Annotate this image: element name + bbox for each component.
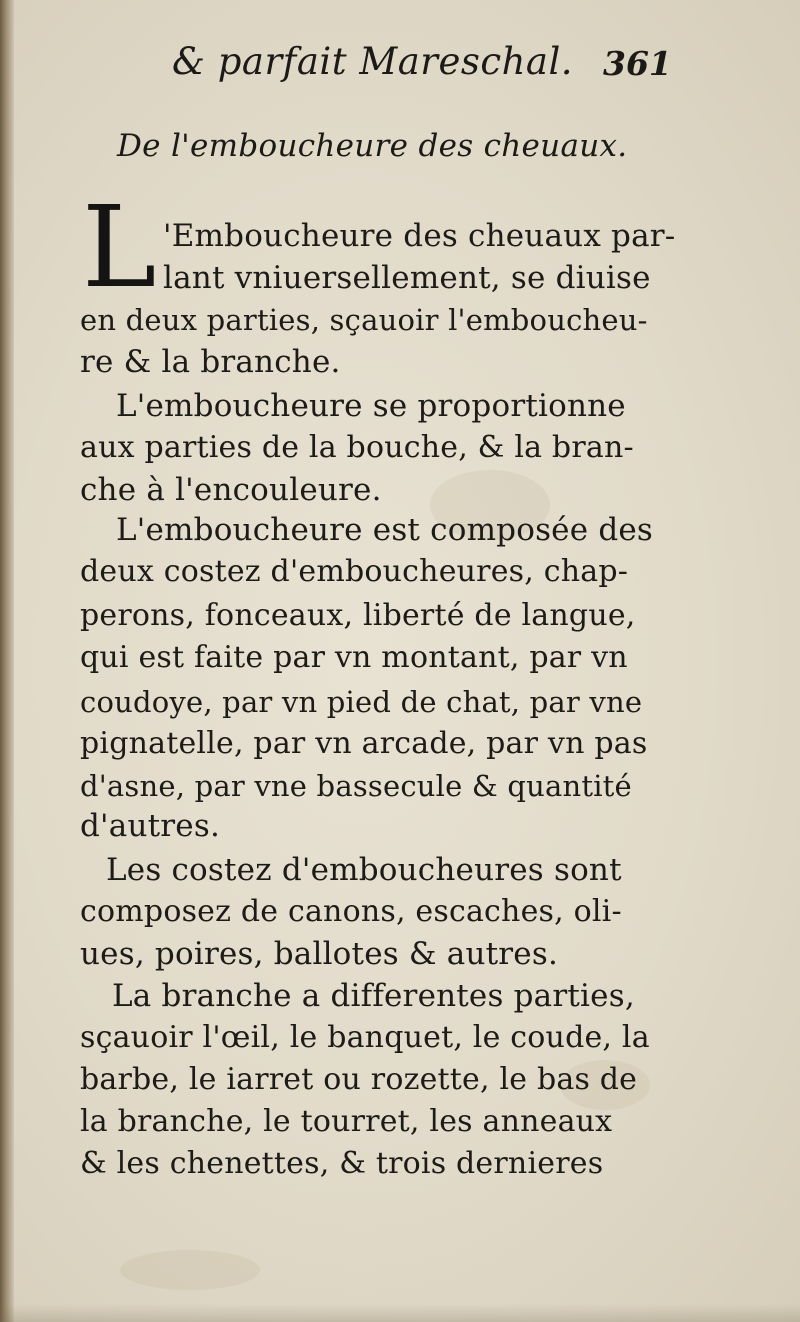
text-line: & les chenettes, & trois dernieres xyxy=(80,1146,604,1181)
text-line: deux costez d'emboucheures, chap- xyxy=(80,554,629,589)
text-line: pignatelle, par vn arcade, par vn pas xyxy=(80,726,648,761)
text-line: aux parties de la bouche, & la bran- xyxy=(80,430,634,465)
text-line: Les costez d'emboucheures sont xyxy=(106,852,622,888)
paper-stain xyxy=(120,1250,260,1290)
text-line: che à l'encouleure. xyxy=(80,472,382,508)
text-line: lant vniuersellement, se diuise xyxy=(163,260,651,296)
text-line: L'emboucheure se proportionne xyxy=(116,388,626,424)
binding-edge xyxy=(0,0,14,1322)
running-head: & parfait Mareschal. xyxy=(172,40,574,83)
drop-cap: L xyxy=(82,183,157,313)
page-number: 361 xyxy=(603,44,672,83)
text-line: qui est faite par vn montant, par vn xyxy=(80,640,628,675)
text-line: La branche a differentes parties, xyxy=(112,978,635,1014)
text-line: sçauoir l'œil, le banquet, le coude, la xyxy=(80,1020,650,1055)
page-bottom-edge xyxy=(0,1304,800,1322)
text-line: composez de canons, escaches, oli- xyxy=(80,894,622,929)
text-line: d'asne, par vne bassecule & quantité xyxy=(80,769,632,803)
text-line: re & la branche. xyxy=(80,344,341,380)
section-heading: De l'emboucheure des cheuaux. xyxy=(117,128,628,164)
text-line: L'emboucheure est composée des xyxy=(116,512,654,548)
text-line: la branche, le tourret, les anneaux xyxy=(80,1104,613,1139)
text-line: ues, poires, ballotes & autres. xyxy=(80,936,558,972)
text-line: d'autres. xyxy=(80,808,220,844)
text-line: barbe, le iarret ou rozette, le bas de xyxy=(80,1062,638,1097)
text-line: en deux parties, sçauoir l'emboucheu- xyxy=(80,303,648,337)
text-line: perons, fonceaux, liberté de langue, xyxy=(80,598,636,633)
text-line: 'Emboucheure des cheuaux par- xyxy=(163,218,676,254)
text-line: coudoye, par vn pied de chat, par vne xyxy=(80,685,643,719)
